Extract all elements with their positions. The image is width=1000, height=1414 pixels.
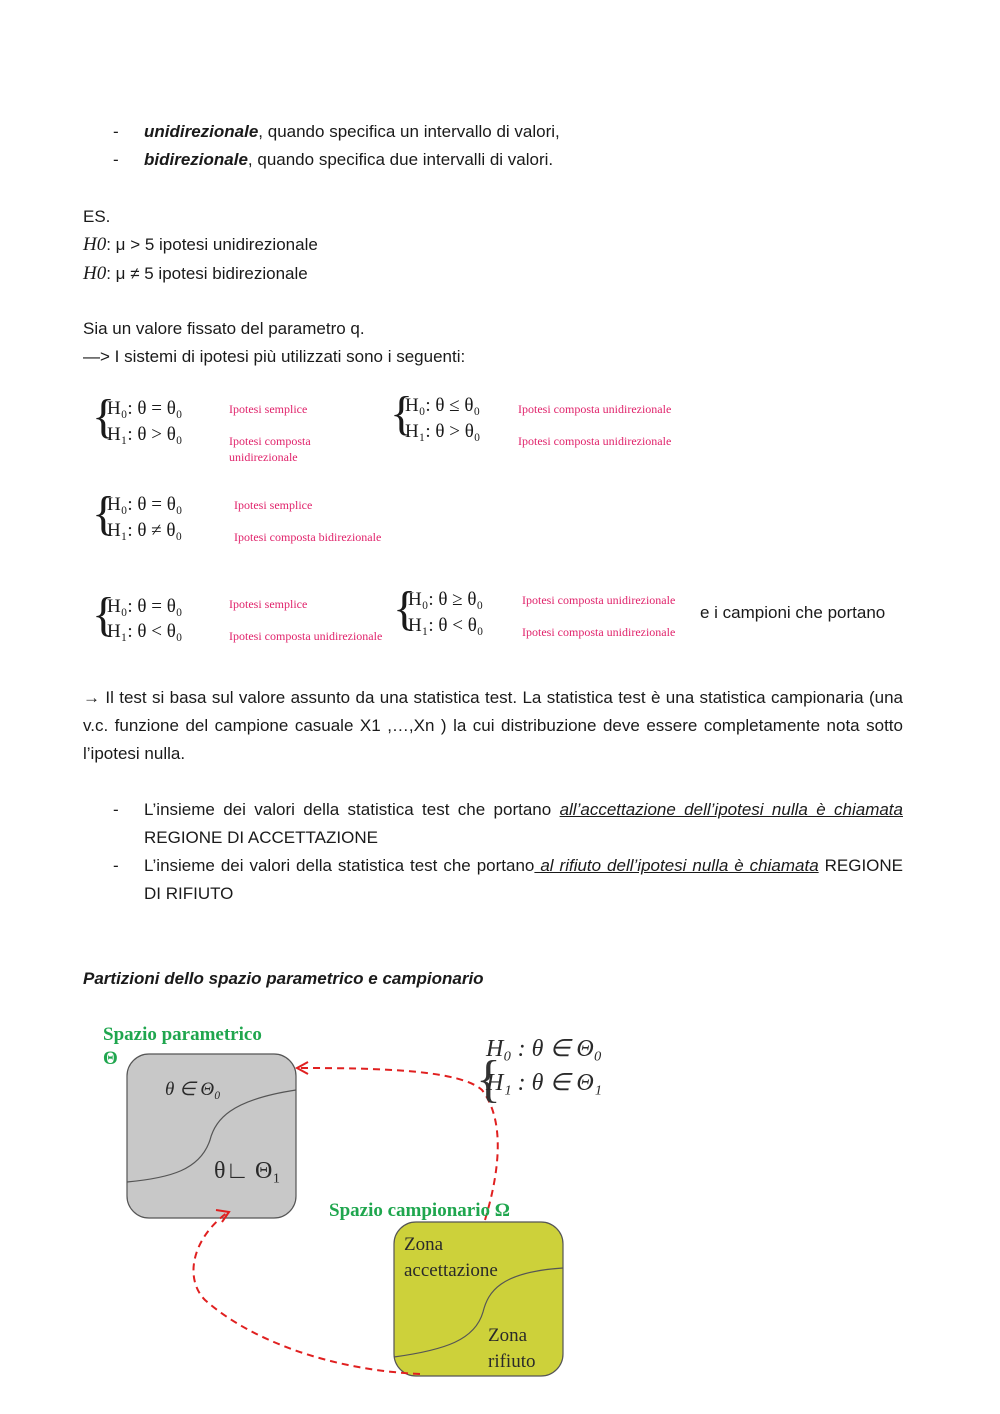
bullet-dash: - bbox=[113, 150, 119, 169]
system5-label-h0: Ipotesi composta unidirezionale bbox=[522, 593, 676, 607]
brace: { bbox=[92, 588, 116, 641]
zone-acceptance-2: accettazione bbox=[404, 1260, 498, 1281]
overlapped-text: e i campioni che portano bbox=[700, 603, 886, 622]
brace: { bbox=[92, 487, 116, 540]
system2-label-h0: Ipotesi composta unidirezionale bbox=[518, 402, 672, 416]
brace: { bbox=[393, 582, 417, 635]
param-space-symbol: Θ bbox=[103, 1048, 118, 1069]
system1-h0: H₀: θ = θ₀ bbox=[107, 398, 183, 419]
brace: { bbox=[92, 390, 116, 443]
zone-rejection-2: rifiuto bbox=[488, 1351, 536, 1372]
bullet-bidirezionale: bidirezionale, quando specifica due intervalli di valori. bbox=[144, 150, 554, 169]
section-title: Partizioni dello spazio parametrico e campionario bbox=[83, 969, 484, 988]
param-space-title: Spazio parametrico bbox=[103, 1024, 262, 1045]
zone-rejection-1: Zona bbox=[488, 1325, 528, 1346]
system2-label-h1: Ipotesi composta unidirezionale bbox=[518, 434, 672, 448]
system1-label-h1a: Ipotesi composta bbox=[229, 434, 311, 448]
system2-h0: H₀: θ ≤ θ₀ bbox=[405, 395, 481, 416]
arrow-sample-to-param bbox=[300, 1068, 498, 1220]
test-paragraph: → Il test si basa sul valore assunto da una statistica test. La statistica test è una statistica campionaria (una v.c. funzione del campione casuale X1 ,…,Xn ) la cui distribuzione deve essere completamente nota sotto l’ipotesi nulla. bbox=[83, 688, 903, 763]
system3-label-h1: Ipotesi composta bidirezionale bbox=[234, 530, 382, 544]
region-rejection: L’insieme dei valori della statistica test che portano al rifiuto dell’ipotesi nulla è chiamata REGIONE DI RIFIUTO bbox=[144, 856, 904, 903]
system3-h0: H₀: θ = θ₀ bbox=[107, 494, 183, 515]
system5-h1: H₁: θ < θ₀ bbox=[408, 615, 484, 636]
system1-label-h1b: unidirezionale bbox=[229, 450, 298, 464]
system2-h1: H₁: θ > θ₀ bbox=[405, 421, 481, 442]
system1-h1: H₁: θ > θ₀ bbox=[107, 424, 183, 445]
system4-h1: H₁: θ < θ₀ bbox=[107, 621, 183, 642]
intro-line-1: Sia un valore fissato del parametro q. bbox=[83, 319, 365, 338]
bullet-unidirezionale: unidirezionale, quando specifica un intervallo di valori, bbox=[144, 122, 560, 141]
system1-label-h0: Ipotesi semplice bbox=[229, 402, 308, 416]
system4-h0: H₀: θ = θ₀ bbox=[107, 596, 183, 617]
brace: { bbox=[390, 387, 414, 440]
system3-label-h0: Ipotesi semplice bbox=[234, 498, 313, 512]
system5-h0: H₀: θ ≥ θ₀ bbox=[408, 589, 484, 610]
sample-space-title: Spazio campionario Ω bbox=[329, 1200, 510, 1221]
intro-line-2: —> I sistemi di ipotesi più utilizzati sono i seguenti: bbox=[83, 347, 466, 366]
arrow-param-to-sample bbox=[193, 1212, 420, 1374]
hypothesis-h1: H₁ : θ ∈ Θ₁ bbox=[486, 1070, 603, 1096]
system5-label-h1: Ipotesi composta unidirezionale bbox=[522, 625, 676, 639]
bullet-dash: - bbox=[113, 800, 119, 819]
bullet-dash: - bbox=[113, 122, 119, 141]
hypothesis-h0: H₀ : θ ∈ Θ₀ bbox=[486, 1036, 603, 1062]
region-acceptance: L’insieme dei valori della statistica test che portano all’accettazione dell’ipotesi nulla è chiamata REGIONE DI ACCETTAZIONE bbox=[144, 800, 903, 847]
example-line-1: H0: μ > 5 ipotesi unidirezionale bbox=[83, 234, 318, 255]
system4-label-h1: Ipotesi composta unidirezionale bbox=[229, 629, 383, 643]
theta-in-theta0: θ ∈ Θ₀ bbox=[165, 1079, 221, 1100]
example-label: ES. bbox=[83, 207, 111, 226]
zone-acceptance-1: Zona bbox=[404, 1234, 444, 1255]
example-line-2: H0: μ ≠ 5 ipotesi bidirezionale bbox=[83, 263, 308, 284]
system4-label-h0: Ipotesi semplice bbox=[229, 597, 308, 611]
bullet-dash: - bbox=[113, 856, 119, 875]
system3-h1: H₁: θ ≠ θ₀ bbox=[107, 520, 183, 541]
theta-in-theta1: θ∟ Θ₁ bbox=[214, 1158, 281, 1184]
brace: { bbox=[476, 1051, 501, 1108]
